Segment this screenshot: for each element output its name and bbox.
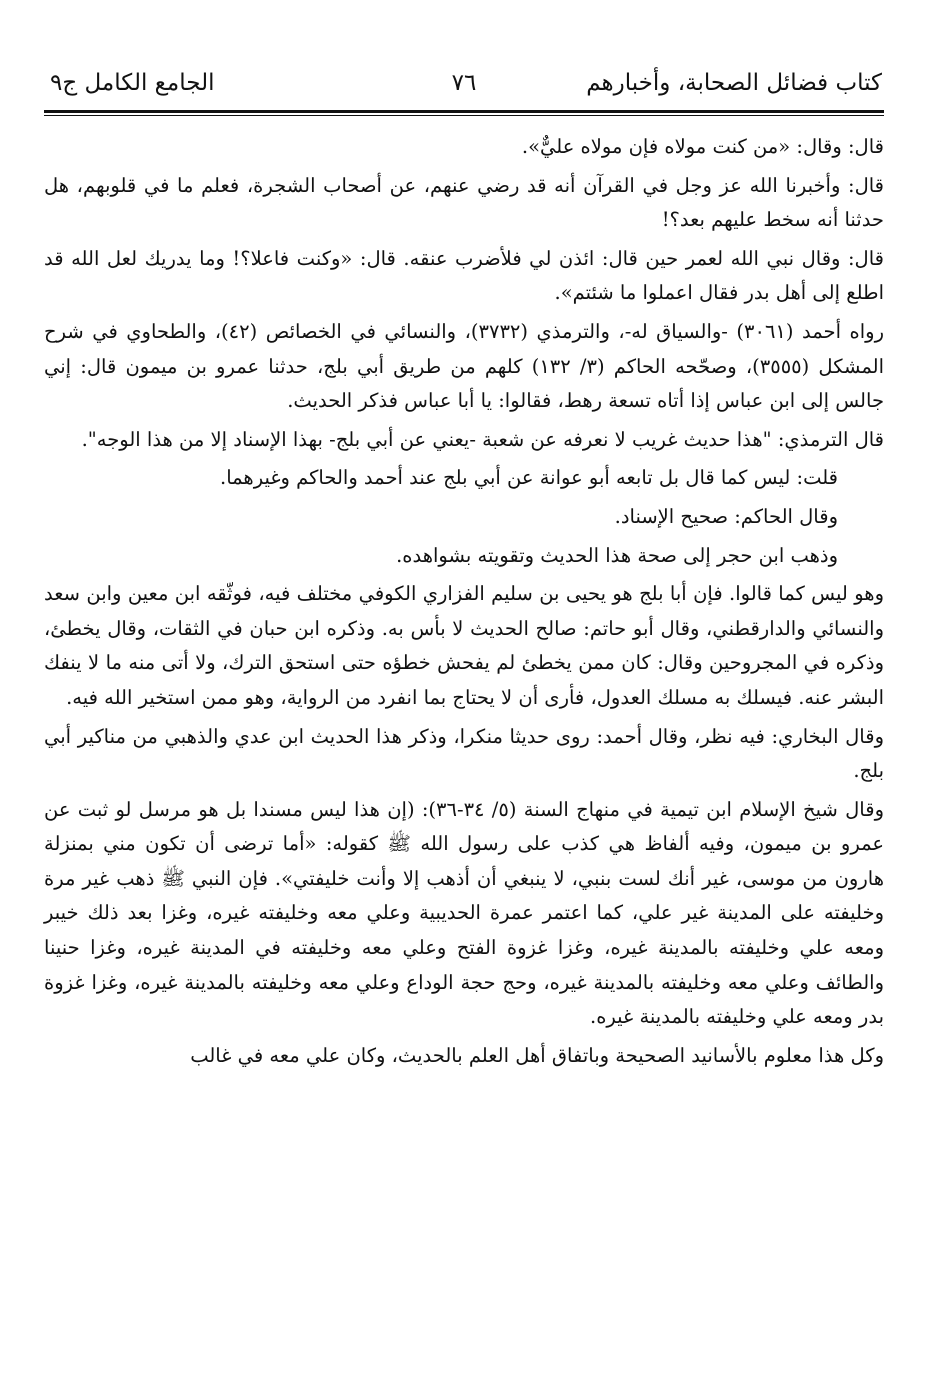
volume-label: الجامع الكامل ج٩ [50, 70, 215, 96]
paragraph: قال: وأخبرنا الله عز وجل في القرآن أنه قد رضي عنهم، عن أصحاب الشجرة، فعلم ما في قلوبهم، هل حدثنا أنه سخط عليهم بعد؟! [44, 173, 884, 232]
paragraph: وهو ليس كما قالوا. فإن أبا بلج هو يحيى بن سليم الفزاري الكوفي مختلف فيه، فوثّقه ابن معين وابن سعد والنسائي والدارقطني، وقال أبو حاتم: صالح الحديث لا بأس به. وذكره ابن حبان في الثقات، وقال يخطئ، وذكره في المجروحين وقال: كان ممن يخطئ لم يفحش خطؤه حتى استحق الترك، ولا أتى منه ما لا ينفك البشر عنه. فيسلك به مسلك العدول، فأرى أن لا يحتاج بما انفرد من الرواية، وهو ممن استخير الله فيه. [44, 582, 884, 709]
paragraph: وقال الحاكم: صحيح الإسناد. [614, 504, 838, 528]
paragraph: قال: وقال نبي الله لعمر حين قال: ائذن لي فلأضرب عنقه. قال: «وكنت فاعلا؟! وما يدريك لعل الله قد اطلع إلى أهل بدر فقال اعملوا ما شئتم». [44, 246, 884, 305]
book-page [44, 66, 884, 1366]
header-rule-thick [44, 110, 884, 113]
running-header [44, 66, 884, 110]
paragraph: وقال البخاري: فيه نظر، وقال أحمد: روى حديثا منكرا، وذكر هذا الحديث ابن عدي والذهبي من مناكير أبي بلج. [44, 724, 884, 783]
paragraph: قلت: ليس كما قال بل تابعه أبو عوانة عن أبي بلج عند أحمد والحاكم وغيرهما. [220, 466, 838, 490]
paragraph: رواه أحمد (٣٠٦١) -والسياق له-، والترمذي (٣٧٣٢)، والنسائي في الخصائص (٤٢)، والطحاوي في شرح المشكل (٣٥٥٥)، وصحّحه الحاكم (٣/ ١٣٢) كلهم من طريق أبي بلج، حدثنا عمرو بن ميمون قال: إني جالس إلى ابن عباس إذا أتاه تسعة رهط، فقالوا: يا أبا عباس فذكر الحديث. [44, 319, 884, 413]
paragraph: قال الترمذي: "هذا حديث غريب لا نعرفه عن شعبة -يعني عن أبي بلج- بهذا الإسناد إلا من هذا الوجه". [81, 427, 884, 451]
book-title: كتاب فضائل الصحابة، وأخبارهم [586, 70, 882, 96]
page-number: ٧٦ [451, 70, 477, 96]
paragraph: قال: وقال: «من كنت مولاه فإن مولاه عليٌّ». [521, 135, 884, 158]
paragraph: وذهب ابن حجر إلى صحة هذا الحديث وتقويته بشواهده. [396, 543, 838, 567]
paragraph: وكل هذا معلوم بالأسانيد الصحيحة وباتفاق أهل العلم بالحديث، وكان علي معه في غالب [190, 1043, 884, 1067]
header-rule-thin [44, 115, 884, 116]
page-body [44, 130, 884, 1073]
paragraph: وقال شيخ الإسلام ابن تيمية في منهاج السنة (٥/ ٣٤-٣٦): (إن هذا ليس مسندا بل هو مرسل لو ثبت عن عمرو بن ميمون، وفيه ألفاظ هي كذب على رسول الله ﷺ كقوله: «أما ترضى أن تكون مني بمنزلة هارون من موسى، غير أنك لست بنبي، لا ينبغي أن أذهب إلا وأنت خليفتي». فإن النبي ﷺ ذهب غير مرة وخليفته على المدينة غير علي، كما اعتمر عمرة الحديبية وعلي معه وخليفته غيره، وغزا بعد ذلك خيبر ومعه علي وخليفته بالمدينة غيره، وغزا غزوة الفتح وعلي معه وخليفته في المدينة غيره، وغزا حنينا والطائف وعلي معه وخليفته بالمدينة غيره، وحج حجة الوداع وعلي معه وخليفته بالمدينة غيره، وغزا غزوة بدر ومعه علي وخليفته بالمدينة غيره. [44, 797, 884, 1029]
